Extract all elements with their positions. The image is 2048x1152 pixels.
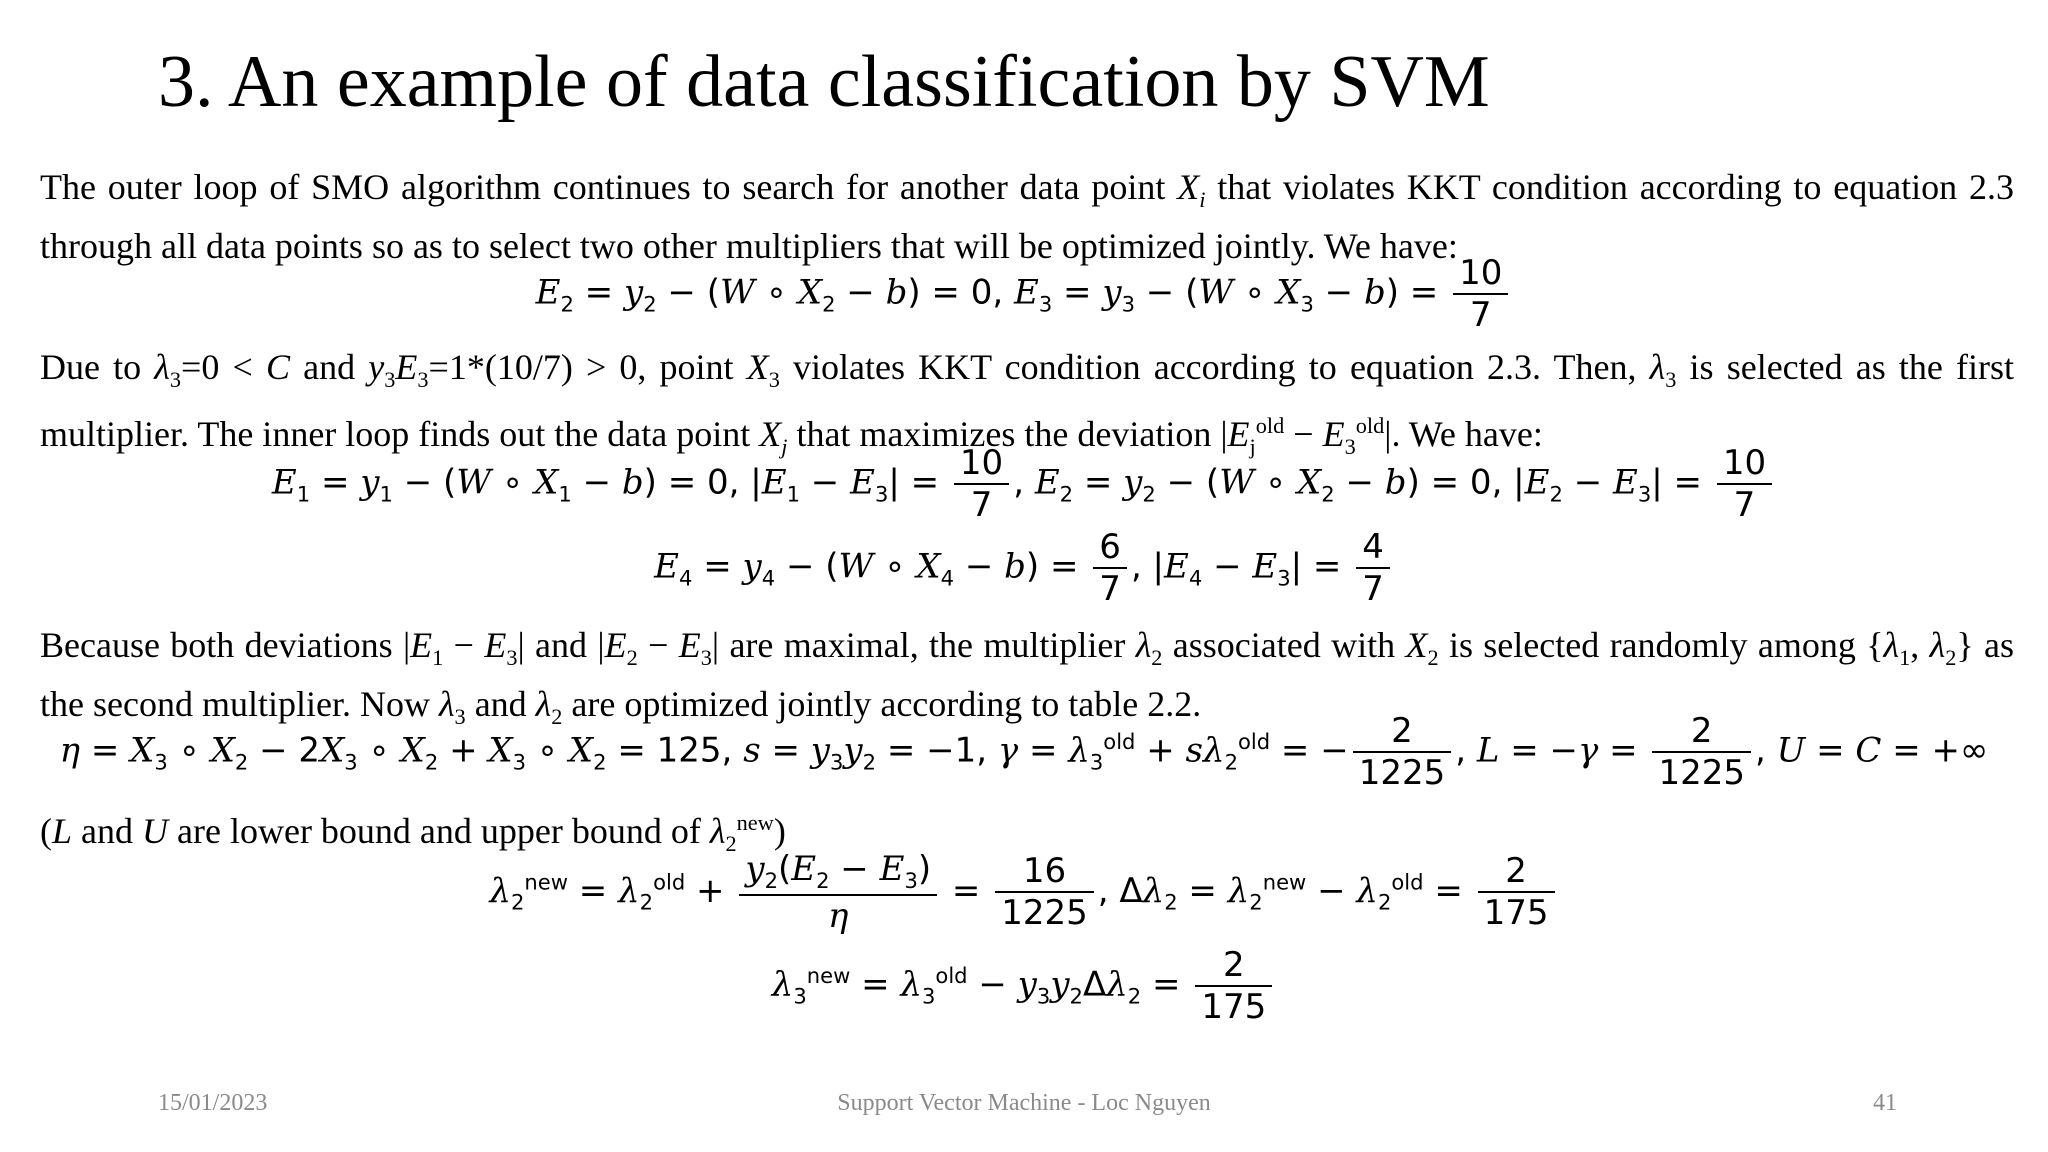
equation-deviation-e4: $E_4 = y_4 - (W$ ∘ $X_4 - b$) = $\frac{6}{7}$ , $|E_4 - E_3|$ = $\frac{4}{7}$ bbox=[0, 530, 2048, 606]
equation-deviations-e1-e2: $E_1 = y_1 - (W$ ∘ $X_1 - b) = 0$, $|E_1 - E_3|$ = $\frac{10}{7}$ , $E_2 = y_2 - (W$ ∘ $X_2 - b) = 0$, $|E_2 - E_3|$ = $\frac{10}{7}$ bbox=[0, 446, 2048, 522]
equation-lambda3-update: $\lambda_3^{new} = \lambda_3^{old} - y_3y_2\Delta\lambda_2$ = $\frac{2}{175}$ bbox=[0, 948, 2048, 1024]
paragraph-kkt-violation: Due to $\lambda_3=0 < C$ and $y_3E_3=1*(10/7) > 0$, point $X_3$ violates KKT condition according to equation 2.3. Then, $\lambda_3$ is selected as the first multiplier. The inner loop finds out the data point $X_j$ that maximizes the deviation $|E_j^{old} - E_3^{old}|$. We have: bbox=[40, 347, 2015, 460]
equation-e2-e3: $E_2 = y_2 - (W$ ∘ $X_2 - b) = 0$, $E_3 = y_3 - (W$ ∘ $X_3 - b$) = $\frac{10}{7}$ bbox=[0, 256, 2048, 332]
equation-lambda2-update: $\lambda_2^{new} = \lambda_2^{old}$ + $\frac{y_2(E_2 - E_3)}{\eta}$ = $\frac{16}{1225}$ , $\Delta\lambda_2 = \lambda_2^{new} - \lambda_2^{old}$ = $\frac{2}{175}$ bbox=[0, 852, 2048, 933]
paragraph-outer-loop: The outer loop of SMO algorithm continues to search for another data point $X_i$ that violates KKT condition according to equation 2.3 through all data points so as to select two other multipliers that will be optimized jointly. We have: bbox=[40, 167, 2014, 267]
footer-date: 15/01/2023 bbox=[158, 1090, 268, 1116]
footer-title: Support Vector Machine - Loc Nguyen bbox=[837, 1090, 1211, 1116]
slide-title: 3. An example of data classification by SVM bbox=[158, 41, 1490, 123]
footer-page-number: 41 bbox=[1873, 1090, 1897, 1116]
equation-eta-gamma-bounds: $\eta = X_3$ ∘ $X_2 - 2X_3$ ∘ $X_2 + X_3$ ∘ $X_2 = 125$, $s = y_3y_2 = -1$, $\gamma = \lambda_3^{old} + s\lambda_2^{old}$ = − $\frac{2}{1225}$ , L = −γ = $\frac{2}{1225}$ , U = C = +∞ bbox=[59, 711, 1989, 793]
paragraph-bounds-note: (L and U are lower bound and upper bound of $\lambda_2^{new}$) bbox=[40, 810, 786, 857]
paragraph-second-multiplier: Because both deviations $|E_1 - E_3|$ and $|E_2 - E_3|$ are maximal, the multiplier $\lambda_2$ associated with $X_2$ is selected randomly among {$\lambda_1$, $\lambda_2$} as the second multiplier. Now $\lambda_3$ and $\lambda_2$ are optimized jointly according to table 2.2. bbox=[40, 625, 2014, 730]
